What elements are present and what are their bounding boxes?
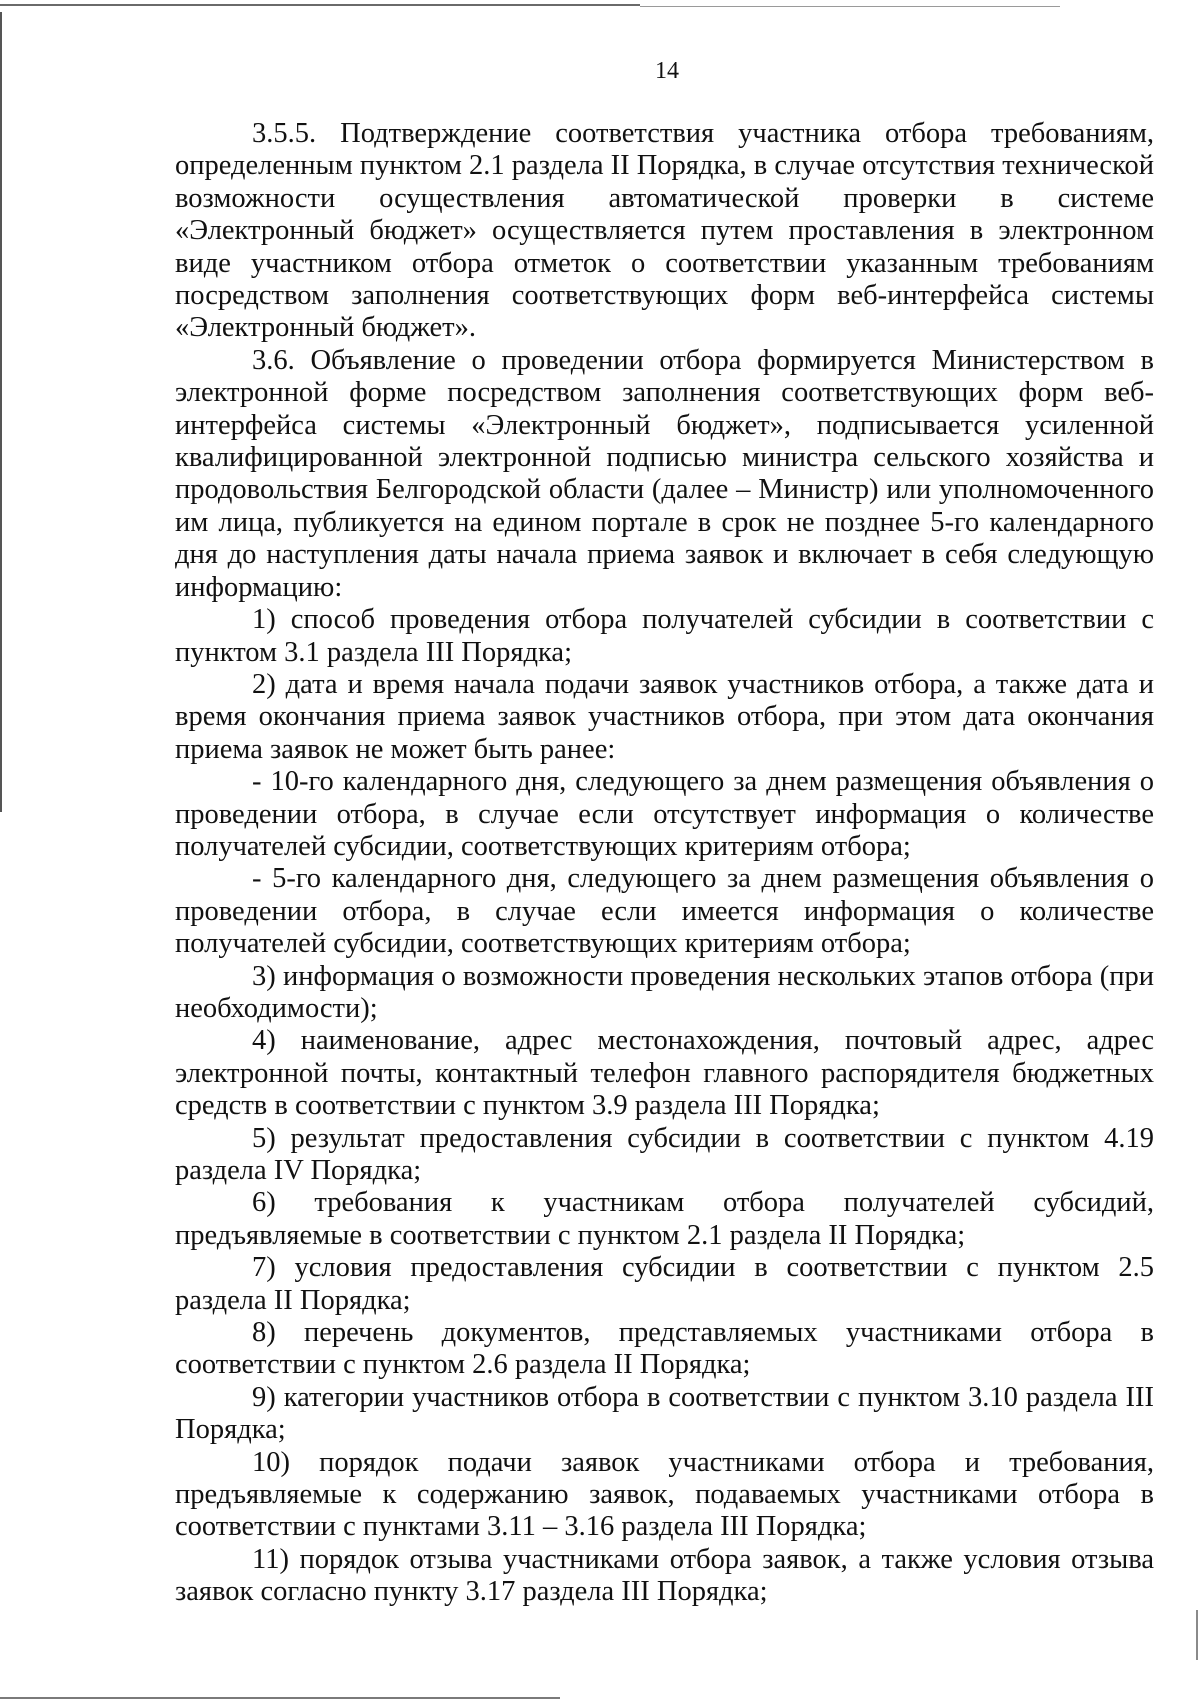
list-item-10: 10) порядок подачи заявок участниками отбора и требования, предъявляемые к содержанию заявок, подаваемых участниками отбора в соответствии с пунктами 3.11 – 3.16 раздела III Порядка; [175,1446,1154,1543]
list-item-6: 6) требования к участникам отбора получателей субсидий, предъявляемые в соответствии с пунктом 2.1 раздела II Порядка; [175,1187,1154,1251]
list-item-3: 3) информация о возможности проведения нескольких этапов отбора (при необходимости); [175,960,1154,1024]
scan-edge-top [0,4,640,6]
scan-edge-top-faint [640,6,1060,7]
scan-edge-left [0,12,2,812]
list-item-2: 2) дата и время начала подачи заявок участников отбора, а также дата и время окончания приема заявок участников отбора, при этом дата окончания приема заявок не может быть ранее: [175,668,1154,765]
list-item-7: 7) условия предоставления субсидии в соответствии с пунктом 2.5 раздела II Порядка; [175,1252,1154,1316]
paragraph-3-6: 3.6. Объявление о проведении отбора формируется Министерством в электронной форме посредством заполнения соответствующих форм веб-интерфейса системы «Электронный бюджет», подписывается усиленной квалифицированной электронной подписью министра сельского хозяйства и продовольствия Белгородской области (далее – Министр) или уполномоченного им лица, публикуется на едином портале в срок не позднее 5-го календарного дня до наступления даты начала приема заявок и включает в себя следующую информацию: [175,344,1154,603]
list-item-1: 1) способ проведения отбора получателей субсидии в соответствии с пунктом 3.1 раздела III Порядка; [175,604,1154,668]
scan-edge-bottom [0,1697,560,1699]
list-item-4: 4) наименование, адрес местонахождения, почтовый адрес, адрес электронной почты, контактный телефон главного распорядителя бюджетных средств в соответствии с пунктом 3.9 раздела III Порядка; [175,1025,1154,1122]
list-item-5: 5) результат предоставления субсидии в соответствии с пунктом 4.19 раздела IV Порядка; [175,1122,1154,1186]
sub-item-10-day: - 10-го календарного дня, следующего за днем размещения объявления о проведении отбора, в случае если отсутствует информация о количестве получателей субсидии, соответствующих критериям отбора; [175,766,1154,862]
list-item-11: 11) порядок отзыва участниками отбора заявок, а также условия отзыва заявок согласно пункту 3.17 раздела III Порядка; [175,1543,1154,1608]
sub-item-5-day: - 5-го календарного дня, следующего за днем размещения объявления о проведении отбора, в случае если имеется информация о количестве получателей субсидии, соответствующих критериям отбора; [175,863,1154,960]
document-body [175,118,1154,1609]
paragraph-3-5-5: 3.5.5. Подтверждение соответствия участника отбора требованиям, определенным пунктом 2.1 раздела II Порядка, в случае отсутствия технической возможности осуществления автоматической проверки в системе «Электронный бюджет» осуществляется путем проставления в электронном виде участником отбора отметок о соответствии указанным требованиям посредством заполнения соответствующих форм веб-интерфейса системы «Электронный бюджет». [175,118,1154,344]
page-number: 14 [655,58,679,84]
list-item-8: 8) перечень документов, представляемых участниками отбора в соответствии с пунктом 2.6 раздела II Порядка; [175,1317,1154,1381]
scan-edge-right [1196,1610,1198,1660]
list-item-9: 9) категории участников отбора в соответствии с пунктом 3.10 раздела III Порядка; [175,1381,1154,1446]
